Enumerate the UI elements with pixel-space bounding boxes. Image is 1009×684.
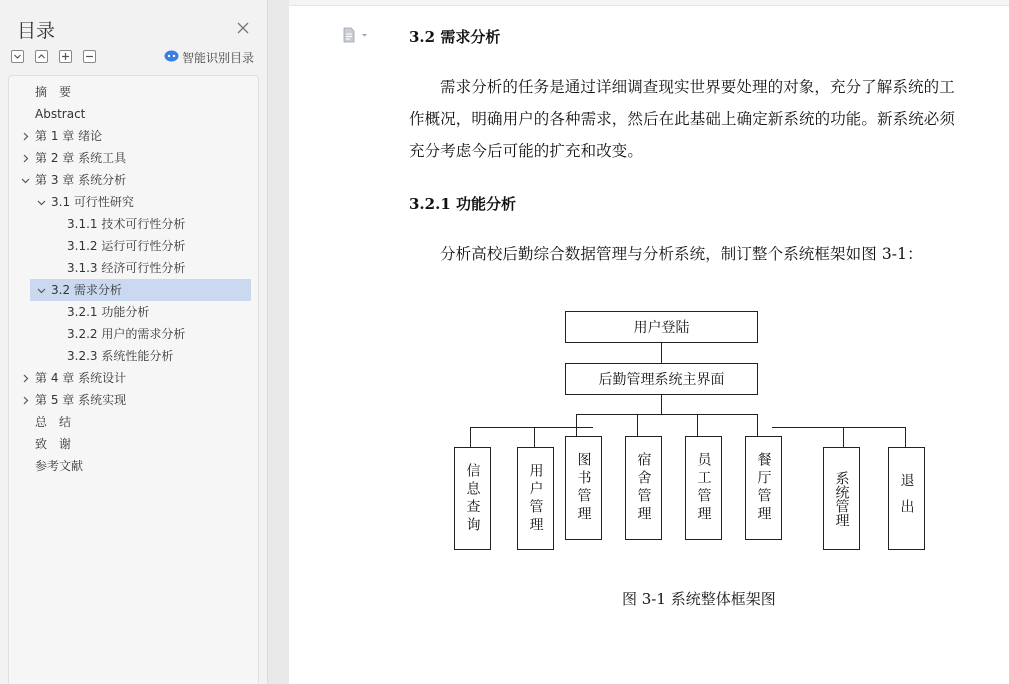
toc-title: 目录 [17, 20, 56, 42]
toc-item-label: 3.2.3 系统性能分析 [67, 349, 174, 363]
paragraph-menu-button[interactable] [342, 27, 372, 43]
chevron-down-icon[interactable] [37, 198, 46, 207]
toc-item[interactable] [9, 455, 258, 477]
paragraph-requirements [409, 71, 969, 167]
toc-item[interactable] [9, 191, 258, 213]
subsection-heading: 3.2.1 功能分析 [409, 195, 516, 213]
remove-heading-icon[interactable] [83, 50, 96, 63]
toc-item-label: 参考文献 [35, 459, 84, 473]
diagram-box-user-mgmt: 用户管理 [517, 447, 554, 550]
toc-item[interactable] [9, 169, 258, 191]
diagram-box-canteen-mgmt: 餐厅管理 [745, 436, 782, 540]
toc-item[interactable] [9, 389, 258, 411]
chevron-down-icon[interactable] [21, 176, 30, 185]
chevron-down-icon[interactable] [37, 286, 46, 295]
diagram-box-dorm-mgmt: 宿舍管理 [625, 436, 662, 540]
toc-item-label: 3.1 可行性研究 [51, 195, 134, 209]
toc-item[interactable] [9, 323, 258, 345]
chevron-right-icon[interactable] [21, 132, 30, 141]
close-icon[interactable] [236, 20, 252, 36]
smart-toc-label: 智能识别目录 [182, 50, 255, 65]
diagram-connector [661, 395, 662, 415]
diagram-connector [757, 414, 758, 436]
chevron-right-icon[interactable] [21, 396, 30, 405]
chevron-right-icon[interactable] [21, 154, 30, 163]
diagram-box-exit: 退出 [888, 447, 925, 550]
top-strip [289, 0, 1009, 6]
toc-item[interactable] [9, 411, 258, 433]
diagram-connector [661, 343, 662, 363]
smart-toc-icon [164, 50, 179, 65]
paragraph-line: 作概况，明确用户的各种需求，然后在此基础上确定新系统的功能。新系统必须 [409, 110, 956, 128]
toc-item[interactable] [9, 301, 258, 323]
diagram-connector [905, 427, 906, 447]
toc-item-label: 3.2.1 功能分析 [67, 305, 150, 319]
toc-item[interactable] [30, 279, 251, 301]
chevron-right-icon[interactable] [21, 374, 30, 383]
toc-item-label: 3.1.1 技术可行性分析 [67, 217, 186, 231]
toc-item[interactable] [9, 257, 258, 279]
diagram-connector [576, 414, 577, 436]
toc-item-label: 3.2 需求分析 [51, 283, 122, 297]
smart-toc-button[interactable] [164, 48, 254, 66]
toc-item-label: 第 1 章 绪论 [35, 129, 103, 143]
diagram-box-login: 用户登陆 [565, 311, 758, 343]
toc-item-label: 第 4 章 系统设计 [35, 371, 127, 385]
paragraph-line: 需求分析的任务是通过详细调查现实世界要处理的对象，充分了解系统的工 [440, 78, 955, 96]
add-heading-icon[interactable] [59, 50, 72, 63]
diagram-connector [534, 427, 535, 447]
collapse-all-icon[interactable] [11, 50, 24, 63]
toc-item[interactable] [9, 235, 258, 257]
toc-item-label: 致 谢 [35, 437, 72, 451]
toc-item-label: 3.2.2 用户的需求分析 [67, 327, 186, 341]
toc-item[interactable] [9, 345, 258, 367]
paragraph-line: 充分考虑今后可能的扩充和改变。 [409, 142, 644, 160]
toc-item-label: Abstract [35, 107, 86, 121]
diagram-connector [843, 427, 844, 447]
section-heading: 3.2 需求分析 [409, 28, 501, 46]
diagram-connector [637, 414, 638, 436]
toc-item[interactable] [9, 213, 258, 235]
toc-item-label: 第 3 章 系统分析 [35, 173, 127, 187]
diagram-box-staff-mgmt: 员工管理 [685, 436, 722, 540]
toc-item[interactable] [9, 125, 258, 147]
diagram-connector [697, 414, 698, 436]
toc-item-label: 摘 要 [35, 85, 72, 99]
expand-all-icon[interactable] [35, 50, 48, 63]
diagram-box-main: 后勤管理系统主界面 [565, 363, 758, 395]
toc-item[interactable] [9, 147, 258, 169]
toc-item-label: 3.1.2 运行可行性分析 [67, 239, 186, 253]
toc-list [8, 75, 259, 684]
toc-item-label: 3.1.3 经济可行性分析 [67, 261, 186, 275]
toc-item-label: 第 5 章 系统实现 [35, 393, 127, 407]
document-gutter [268, 0, 289, 684]
diagram-box-library-mgmt: 图书管理 [565, 436, 602, 540]
toc-item-label: 第 2 章 系统工具 [35, 151, 127, 165]
diagram-connector [470, 427, 471, 447]
toc-item-label: 总 结 [35, 415, 72, 429]
paragraph-function-analysis: 分析高校后勤综合数据管理与分析系统，制订整个系统框架如图 3-1： [440, 245, 923, 263]
toc-item[interactable] [9, 103, 258, 125]
diagram-bus-left [470, 427, 593, 428]
toc-item[interactable] [9, 433, 258, 455]
toc-item[interactable] [9, 81, 258, 103]
diagram-box-system-mgmt: 系统管理 [823, 447, 860, 550]
figure-caption: 图 3-1 系统整体框架图 [622, 590, 776, 608]
diagram-bus-right [772, 427, 906, 428]
toc-item[interactable] [9, 367, 258, 389]
diagram-bus-upper [576, 414, 758, 415]
diagram-box-info-query: 信息查询 [454, 447, 491, 550]
toc-panel [0, 0, 268, 684]
